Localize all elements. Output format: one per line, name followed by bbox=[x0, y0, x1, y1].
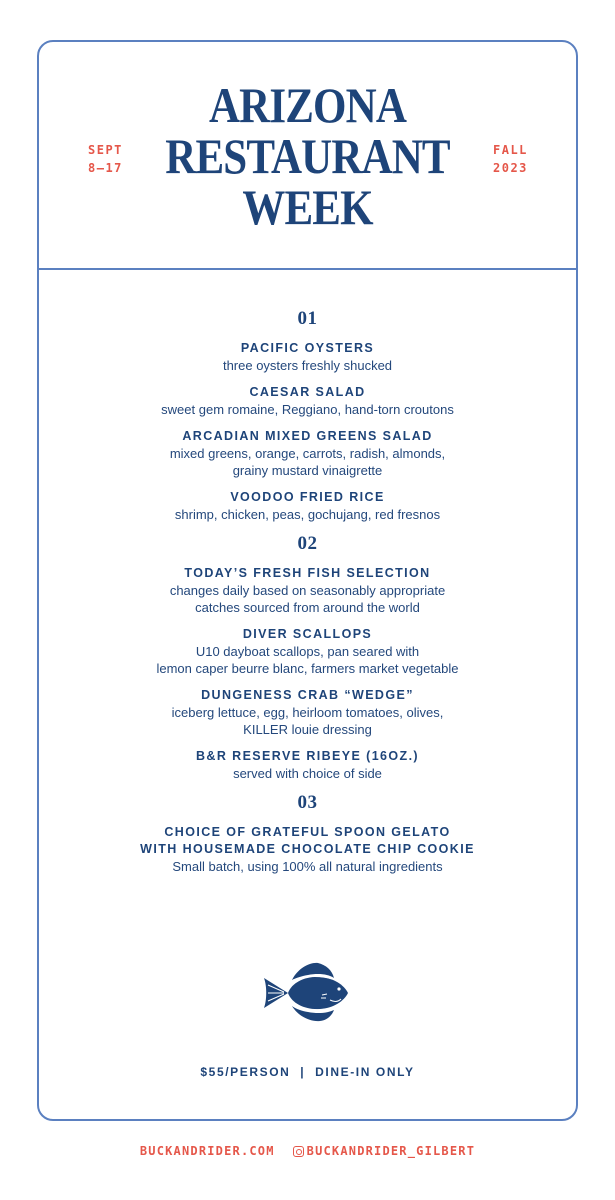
course-number: 02 bbox=[297, 533, 318, 554]
item-name: DIVER SCALLOPS bbox=[242, 627, 373, 641]
item-name: CAESAR SALAD bbox=[249, 385, 366, 399]
instagram-link[interactable] bbox=[293, 1144, 476, 1158]
item-description: iceberg lettuce, egg, heirloom tomatoes, olives, bbox=[171, 705, 444, 720]
item-description: mixed greens, orange, carrots, radish, almonds, bbox=[169, 446, 446, 461]
item-name: ARCADIAN MIXED GREENS SALAD bbox=[182, 429, 433, 443]
menu-item bbox=[39, 428, 576, 479]
item-name: VOODOO FRIED RICE bbox=[230, 490, 385, 504]
dates-range: 8–17 bbox=[88, 161, 123, 175]
item-description: KILLER louie dressing bbox=[243, 722, 372, 737]
header-divider bbox=[39, 268, 576, 270]
season-name: FALL bbox=[493, 143, 528, 157]
menu-item bbox=[39, 824, 576, 875]
item-description: sweet gem romaine, Reggiano, hand-torn croutons bbox=[161, 402, 454, 417]
item-description: U10 dayboat scallops, pan seared with bbox=[195, 644, 420, 659]
dates-month: SEPT bbox=[88, 143, 123, 157]
course-number: 01 bbox=[297, 308, 318, 329]
item-description: Small batch, using 100% all natural ingredients bbox=[172, 859, 443, 874]
item-description: changes daily based on seasonably appropriate bbox=[169, 583, 446, 598]
item-description: shrimp, chicken, peas, gochujang, red fresnos bbox=[174, 507, 441, 522]
course-2 bbox=[39, 533, 576, 782]
menu-card bbox=[37, 40, 578, 1121]
instagram-handle: BUCKANDRIDER_GILBERT bbox=[306, 1144, 476, 1158]
price-info: $55/PERSON | DINE-IN ONLY bbox=[200, 1065, 415, 1079]
item-name: PACIFIC OYSTERS bbox=[240, 341, 375, 355]
event-season bbox=[493, 141, 528, 177]
item-name: DUNGENESS CRAB “WEDGE” bbox=[201, 688, 414, 702]
menu-courses bbox=[39, 308, 576, 885]
item-name: CHOICE OF GRATEFUL SPOON GELATO bbox=[164, 825, 451, 839]
course-1 bbox=[39, 308, 576, 523]
course-3 bbox=[39, 792, 576, 875]
title-line-2: RESTAURANT bbox=[165, 128, 450, 184]
title-line-3: WEEK bbox=[242, 179, 373, 235]
menu-item bbox=[39, 626, 576, 677]
menu-item bbox=[39, 489, 576, 523]
item-name: B&R RESERVE RIBEYE (16OZ.) bbox=[195, 749, 419, 763]
title-line-1: ARIZONA bbox=[208, 77, 407, 133]
item-description: lemon caper beurre blanc, farmers market vegetable bbox=[156, 661, 459, 676]
footer-links bbox=[0, 1144, 615, 1158]
instagram-icon bbox=[293, 1146, 304, 1157]
menu-header bbox=[39, 42, 576, 268]
website-link[interactable]: BUCKANDRIDER.COM bbox=[139, 1144, 275, 1158]
season-year: 2023 bbox=[493, 161, 528, 175]
item-description: grainy mustard vinaigrette bbox=[232, 463, 383, 478]
menu-item bbox=[39, 384, 576, 418]
menu-item bbox=[39, 340, 576, 374]
item-name: WITH HOUSEMADE CHOCOLATE CHIP COOKIE bbox=[140, 842, 475, 856]
item-description: served with choice of side bbox=[233, 766, 382, 781]
menu-item bbox=[39, 565, 576, 616]
menu-item bbox=[39, 748, 576, 782]
item-description: catches sourced from around the world bbox=[195, 600, 420, 615]
course-number: 03 bbox=[297, 792, 318, 813]
item-name: TODAY’S FRESH FISH SELECTION bbox=[184, 566, 431, 580]
menu-item bbox=[39, 687, 576, 738]
flounder-fish-icon bbox=[258, 960, 352, 1024]
item-description: three oysters freshly shucked bbox=[222, 358, 393, 373]
